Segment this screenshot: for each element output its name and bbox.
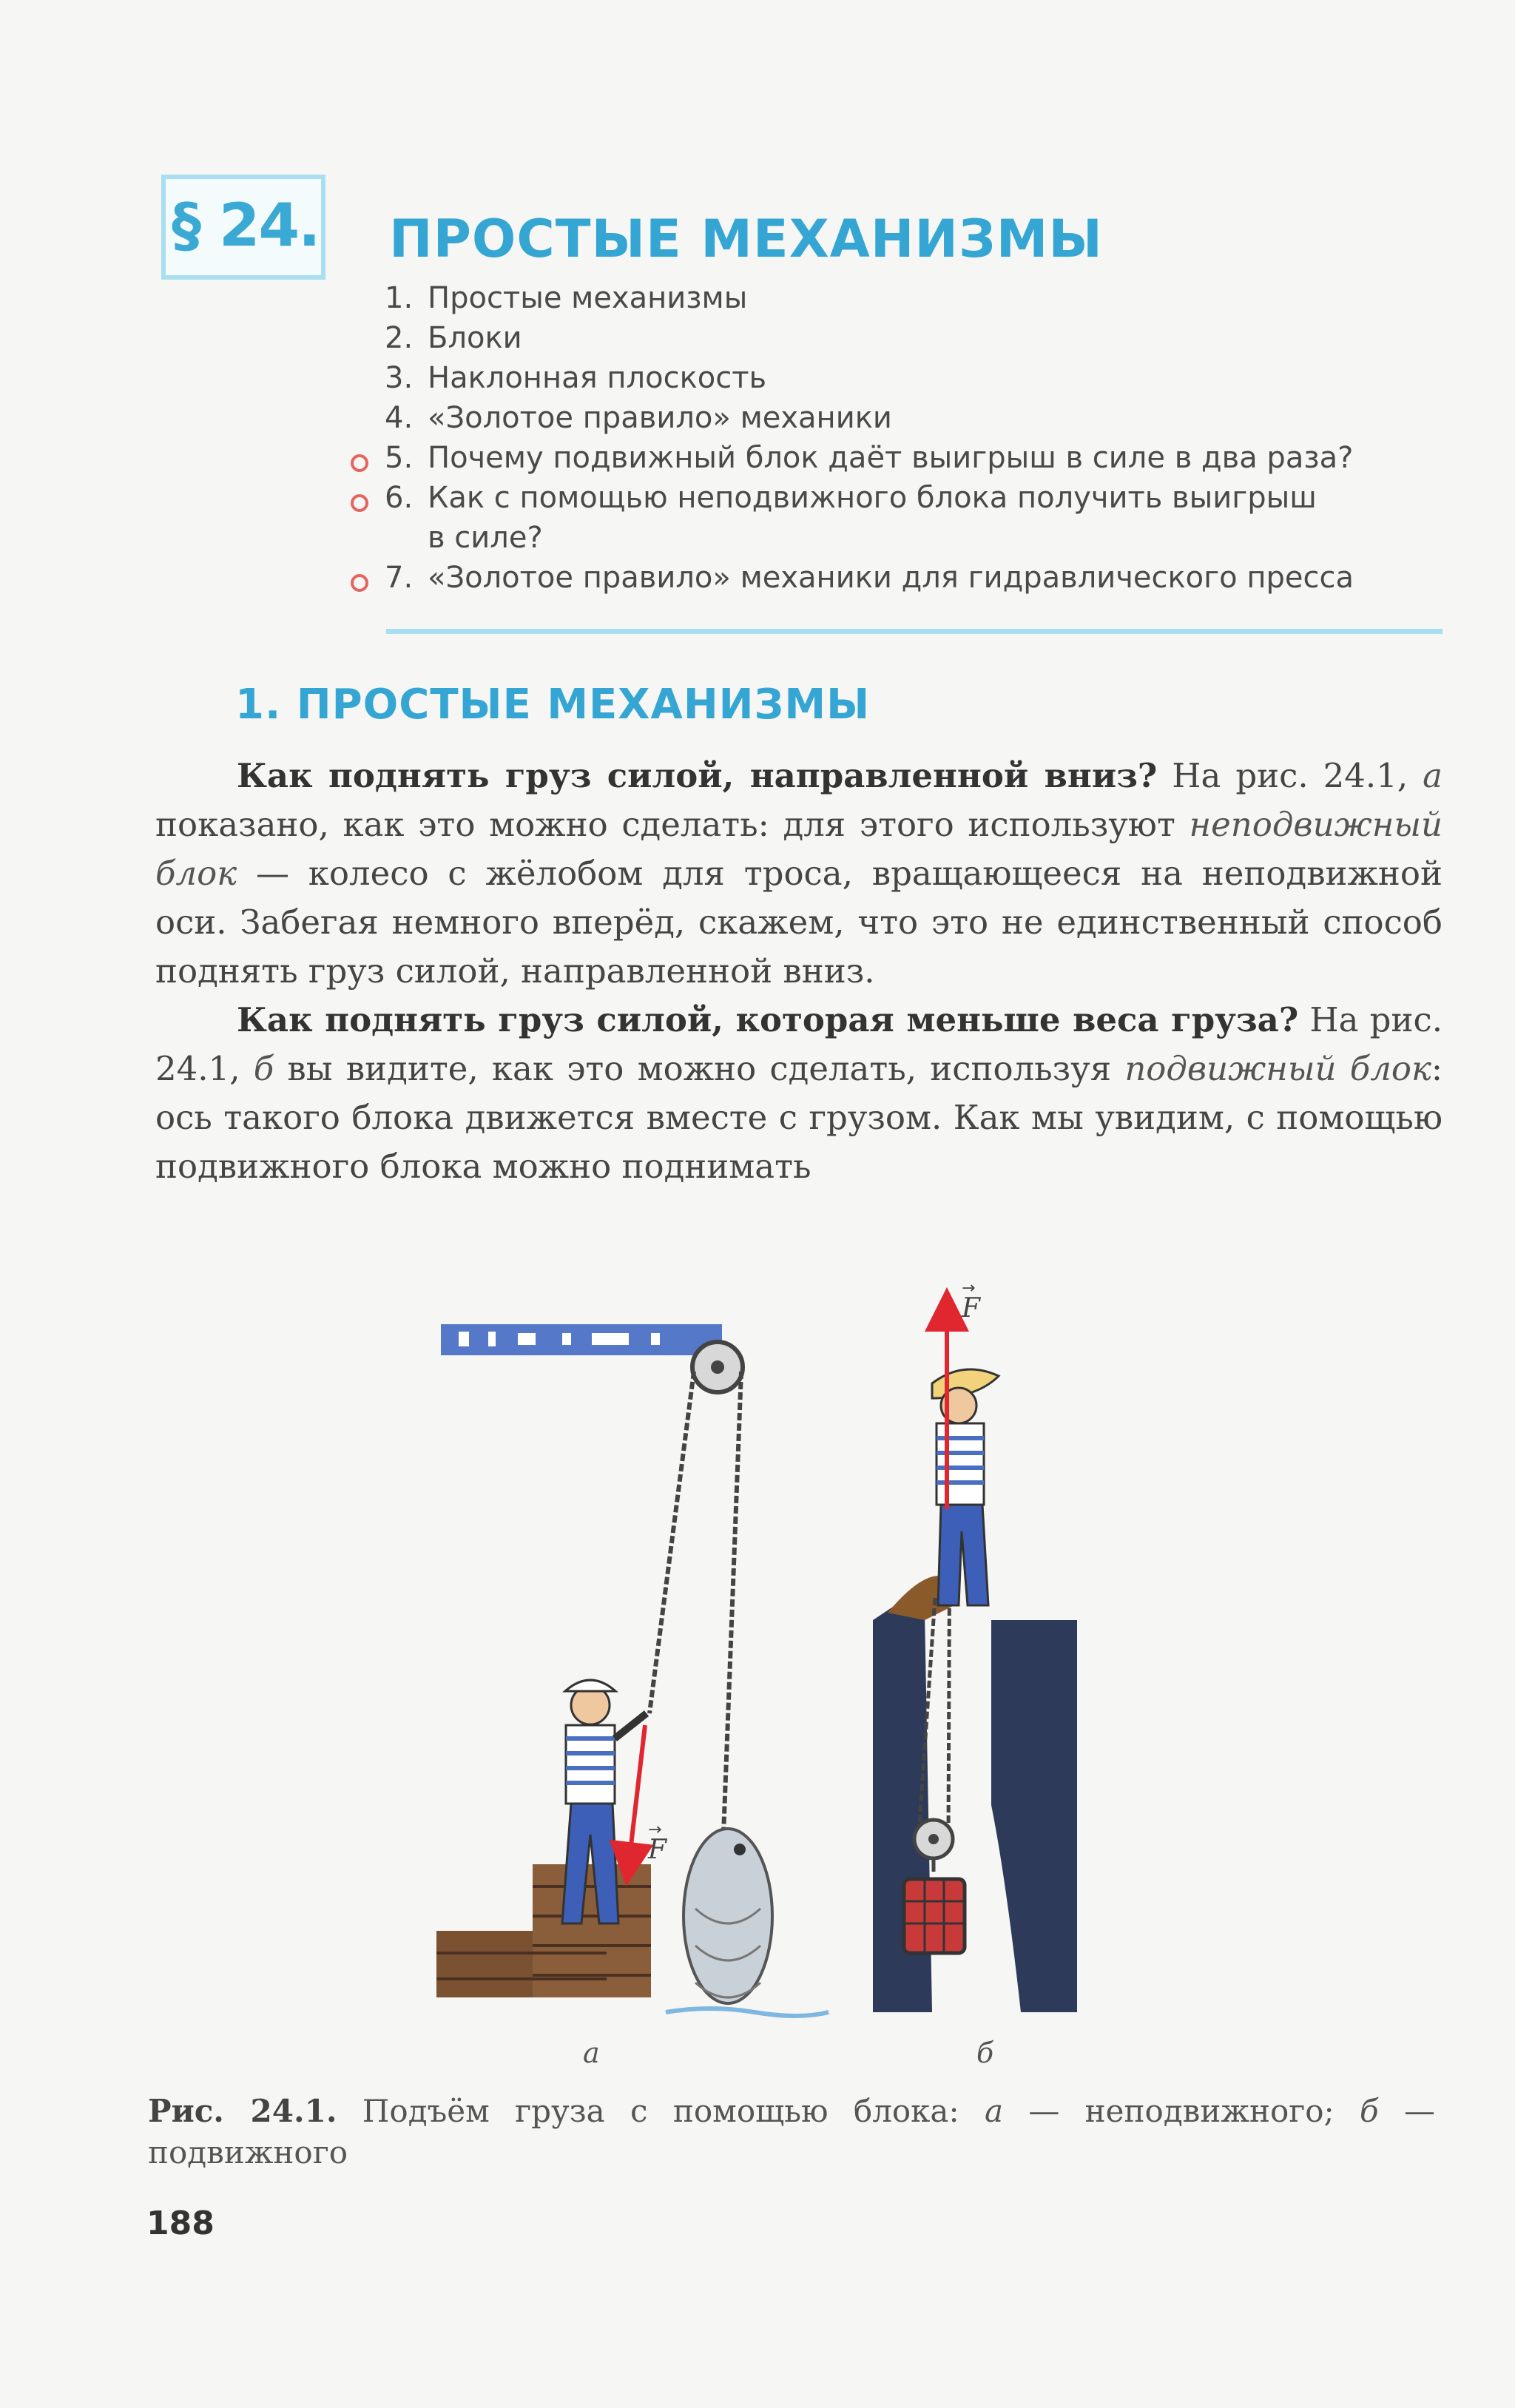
header-divider xyxy=(386,629,1443,634)
cage-load xyxy=(904,1879,965,1953)
toc-item-continuation: в силе? xyxy=(428,521,543,555)
page-number: 188 xyxy=(146,2205,215,2242)
force-arrow xyxy=(629,1725,645,1864)
advanced-marker-icon xyxy=(351,454,368,472)
term-movable-pulley: подвижный блок xyxy=(1124,1049,1431,1088)
toc-item: 2. Блоки xyxy=(385,321,522,355)
chapter-title: ПРОСТЫЕ МЕХАНИЗМЫ xyxy=(389,209,1103,269)
toc-item: 7. «Золотое правило» механики для гидравлического пресса xyxy=(385,561,1354,595)
body-text xyxy=(155,752,1443,1191)
term-fixed-pulley: неподвижный блок xyxy=(155,805,1443,893)
cliff-right xyxy=(991,1620,1077,2012)
section-heading: 1. ПРОСТЫЕ МЕХАНИЗМЫ xyxy=(235,681,871,729)
paragraph-number: § 24. xyxy=(172,191,320,260)
advanced-marker-icon xyxy=(351,494,368,512)
illustration-movable-pulley xyxy=(873,1279,1077,2012)
toc-item: 6. Как с помощью неподвижного блока получить выигрыш xyxy=(385,481,1317,515)
svg-text:→: → xyxy=(648,1821,662,1839)
force-label: F xyxy=(962,1293,980,1323)
crane-beam xyxy=(441,1324,722,1355)
paragraph-1: Как поднять груз силой, направленной вниз? На рис. 24.1, а показано, как это можно сделать: для этого используют неподвижный блок — колесо с жёлобом для троса, вращающееся на неподвижной оси. Забегая немного вперёд, скажем, что это не единственный способ поднять груз силой, направленной вниз. xyxy=(155,756,1443,991)
toc-item: 5. Почему подвижный блок даёт выигрыш в силе в два раза? xyxy=(385,441,1354,475)
fish-load xyxy=(684,1829,772,2003)
figure-pulleys xyxy=(414,1272,1228,2069)
illustration-fixed-pulley xyxy=(436,1324,829,2016)
label-a: а xyxy=(583,2037,600,2069)
toc-item: 4. «Золотое правило» механики xyxy=(385,401,892,435)
svg-text:→: → xyxy=(962,1279,976,1298)
rope xyxy=(723,1372,741,1835)
advanced-marker-icon xyxy=(351,574,368,592)
force-label: F xyxy=(648,1835,667,1865)
paragraph-2: Как поднять груз силой, которая меньше веса груза? На рис. 24.1, б вы видите, как это можно сделать, используя подвижный блок: ось такого блока движется вместе с грузом. Как мы увидим, с помощью подвижного блока можно поднимать xyxy=(155,1000,1443,1186)
toc-item: 3. Наклонная плоскость xyxy=(385,361,767,395)
toc-item: 1. Простые механизмы xyxy=(385,281,748,315)
label-b: б xyxy=(976,2037,994,2069)
figure-caption: Рис. 24.1. Подъём груза с помощью блока: а — неподвижного; б — подвижного xyxy=(148,2093,1435,2171)
rope xyxy=(649,1372,694,1713)
